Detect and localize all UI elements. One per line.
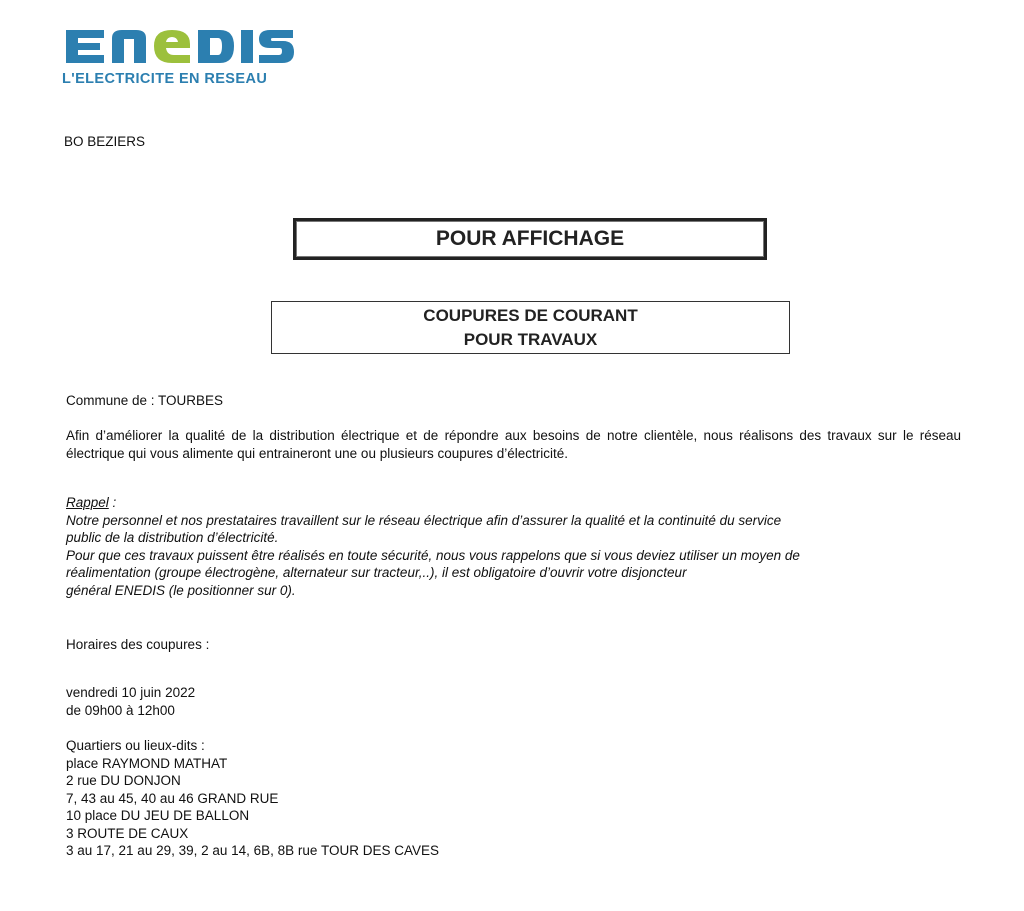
quartier-item: 10 place DU JEU DE BALLON bbox=[66, 808, 250, 823]
enedis-wordmark-logo bbox=[62, 24, 297, 68]
quartier-item: 7, 43 au 45, 40 au 46 GRAND RUE bbox=[66, 790, 279, 806]
coupures-title-line2: POUR TRAVAUX bbox=[463, 329, 598, 349]
affichage-title-box bbox=[293, 218, 767, 260]
enedis-logo bbox=[62, 24, 302, 90]
logo-tagline: L'ELECTRICITE EN RESEAU bbox=[62, 71, 268, 87]
rappel-line: général ENEDIS (le positionner sur 0). bbox=[66, 582, 296, 598]
office-name: BO BEZIERS bbox=[64, 134, 146, 149]
quartier-item: 3 ROUTE DE CAUX bbox=[66, 825, 189, 841]
quartier-item: 3 au 17, 21 au 29, 39, 2 au 14, 6B, 8B rue TOUR DES CAVES bbox=[66, 843, 439, 858]
quartiers-block bbox=[66, 737, 439, 860]
rappel-line: public de la distribution d’électricité. bbox=[66, 530, 279, 545]
quartier-item: place RAYMOND MATHAT bbox=[66, 755, 228, 771]
rappel-heading bbox=[66, 494, 800, 512]
quartier-item: 2 rue DU DONJON bbox=[66, 773, 181, 788]
schedule-time: de 09h00 à 12h00 bbox=[66, 702, 175, 718]
intro-paragraph: Afin d’améliorer la qualité de la distribution électrique et de répondre aux besoins de notre clientèle, nous réalisons des travaux sur le réseau électrique qui vous alimente qui entraineront une ou plusieurs coupures d’électricité. bbox=[66, 428, 961, 461]
rappel-section bbox=[66, 494, 800, 599]
rappel-title-suffix: : bbox=[108, 495, 117, 510]
rappel-line: Notre personnel et nos prestataires travaillent sur le réseau électrique afin d’assurer la qualité et la continuité du service bbox=[66, 512, 782, 528]
schedule-date: vendredi 10 juin 2022 bbox=[66, 685, 196, 700]
coupures-title-box bbox=[271, 301, 790, 354]
affichage-title: POUR AFFICHAGE bbox=[435, 227, 625, 250]
rappel-line: Pour que ces travaux puissent être réalisés en toute sécurité, nous vous rappelons que si vous deviez utiliser un moyen de bbox=[66, 547, 800, 563]
commune-line: Commune de : TOURBES bbox=[66, 393, 224, 408]
horaires-label: Horaires des coupures : bbox=[66, 637, 210, 652]
coupures-title-line1: COUPURES DE COURANT bbox=[423, 305, 638, 325]
rappel-line: réalimentation (groupe électrogène, alternateur sur tracteur,..), il est obligatoire d’ouvrir votre disjoncteur bbox=[66, 565, 687, 580]
schedule-block bbox=[66, 684, 195, 719]
quartiers-label: Quartiers ou lieux-dits : bbox=[66, 738, 205, 753]
rappel-title: Rappel bbox=[66, 495, 109, 510]
